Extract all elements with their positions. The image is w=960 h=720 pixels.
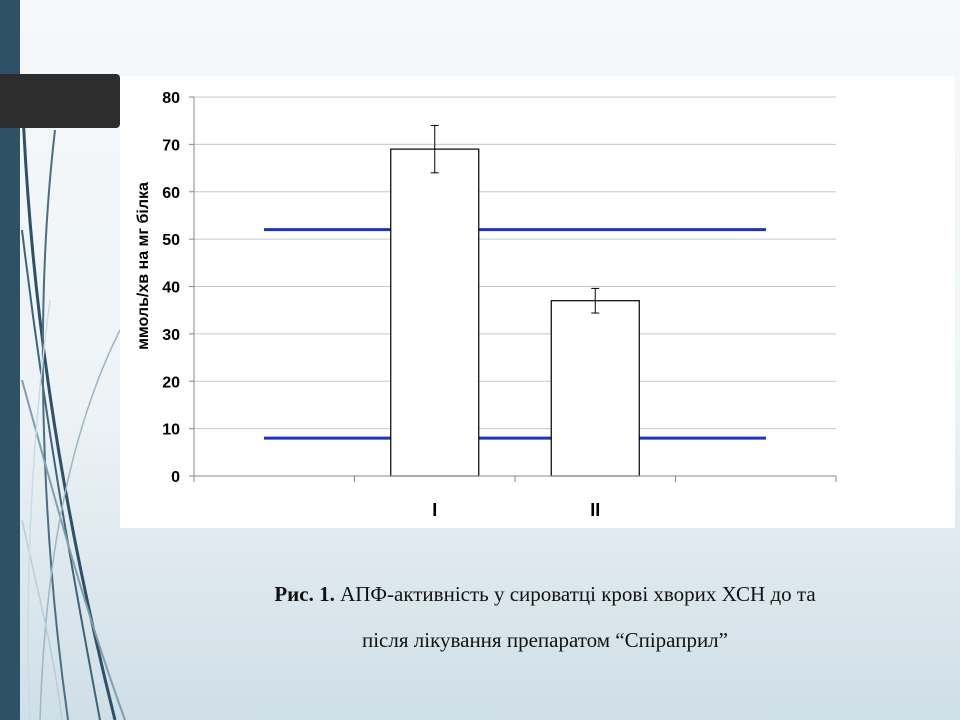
title-tab (0, 74, 120, 128)
caption-line-1 (150, 582, 940, 607)
y-tick-label: 30 (162, 326, 180, 344)
y-axis-label: ммоль/хв на мг білка (135, 182, 152, 350)
y-tick-label: 80 (162, 90, 180, 107)
bar-II (551, 301, 639, 476)
category-label-II: II (590, 500, 601, 520)
grid-lines (194, 97, 836, 429)
chart-panel (120, 76, 955, 528)
y-tick-label: 50 (162, 232, 180, 250)
bars (391, 149, 640, 476)
y-tick-label: 10 (162, 421, 180, 439)
y-tick-label: 0 (171, 469, 180, 486)
caption-label: Рис. 1. (274, 582, 335, 606)
caption-line-2: після лікування препаратом “Спіраприл” (361, 628, 728, 652)
bar-I (391, 149, 479, 476)
category-label-I: I (432, 500, 438, 520)
category-labels (432, 500, 600, 520)
y-tick-label: 20 (162, 374, 180, 392)
tick-labels (162, 90, 180, 486)
y-tick-label: 60 (162, 184, 180, 202)
y-tick-label: 70 (162, 137, 180, 155)
caption-line-1-text: АПФ-активність у сироватці крові хворих ХСН до та (340, 582, 816, 606)
y-tick-label: 40 (162, 279, 180, 297)
axes (189, 97, 836, 482)
bar-chart (120, 76, 955, 528)
